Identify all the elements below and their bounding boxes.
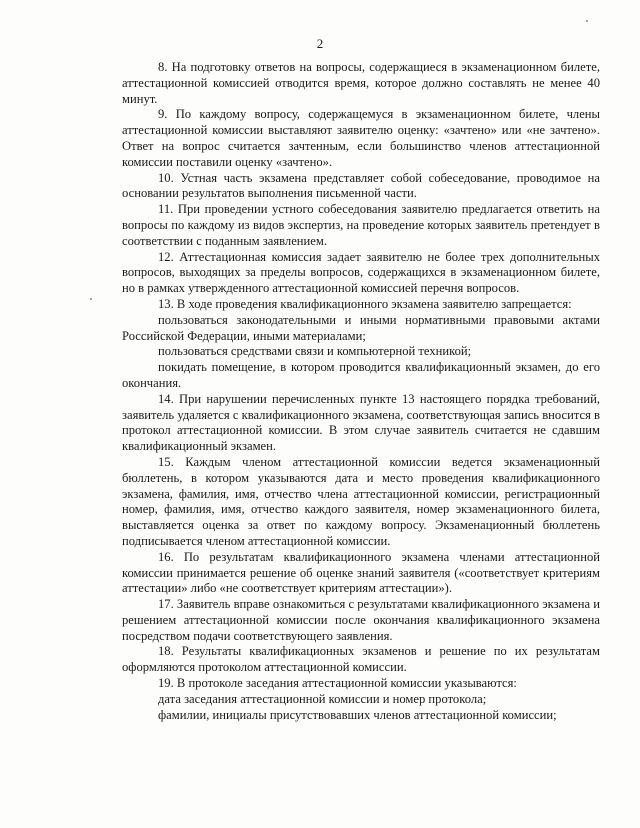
paragraph-10: 10. Устная часть экзамена представляет собой собеседование, проводимое на основании результатов выполнения письменной части.: [122, 170, 600, 201]
paragraph-13-item-1: пользоваться законодательными и иными нормативными правовыми актами Российской Федерации, иными материалами;: [122, 312, 600, 343]
paragraph-19-item-2: фамилии, инициалы присутствовавших членов аттестационной комиссии;: [158, 707, 557, 722]
paragraph-8: 8. На подготовку ответов на вопросы, содержащиеся в экзаменационном билете, аттестационной комиссией отводится время, которое должно составлять не менее 40 минут.: [122, 60, 600, 106]
paragraph-9: 9. По каждому вопросу, содержащемуся в экзаменационном билете, члены аттестационной комиссии выставляют заявителю оценку: «зачтено» или «не зачтено». Ответ на вопрос считается зачтенным, если большинство членов аттестационной комиссии поставили оценку «зачтено».: [122, 107, 600, 169]
paragraph-18: 18. Результаты квалификационных экзаменов и решение по их результатам оформляются протоколом аттестационной комиссии.: [122, 644, 600, 675]
paragraph-19: 19. В протоколе заседания аттестационной комиссии указываются:: [158, 676, 517, 691]
paragraph-15: 15. Каждым членом аттестационной комиссии ведется экзаменационный бюллетень, в котором указываются дата и место проведения квалификационного экзамена, фамилия, имя, отчество члена аттестационной комиссии, регистрационный номер, фамилия, имя, отчество каждого заявителя, номер экзаменационного билета, выставляется оценка за ответ по каждому вопросу. Экзаменационный бюллетень подписывается членом аттестационной комиссии.: [122, 454, 600, 548]
paragraph-17: 17. Заявитель вправе ознакомиться с результатами квалификационного экзамена и решением аттестационной комиссии после окончания квалификационного экзамена посредством подачи соответствующего заявления.: [122, 597, 600, 643]
scan-speck: [586, 20, 588, 22]
paragraph-19-item-1: дата заседания аттестационной комиссии и номер протокола;: [158, 691, 487, 706]
paragraph-13-item-3: покидать помещение, в котором проводится квалификационный экзамен, до его окончания.: [122, 360, 600, 390]
paragraph-16: 16. По результатам квалификационного экзамена членами аттестационной комиссии принимается решение об оценке знаний заявителя («соответствует критериям аттестации» либо «не соответствует критериям аттестации»).: [122, 549, 600, 596]
paragraph-12: 12. Аттестационная комиссия задает заявителю не более трех дополнительных вопросов, выходящих за пределы вопросов, содержащихся в экзаменационном билете, но в рамках утвержденного аттестационной комиссией перечня вопросов.: [122, 249, 600, 296]
paragraph-14: 14. При нарушении перечисленных пункте 13 настоящего порядка требований, заявитель удаляется с квалификационного экзамена, соответствующая запись вносится в протокол аттестационной комиссии. В этом случае заявитель считается не сдавшим квалификационный экзамен.: [122, 391, 600, 454]
page-number: 2: [316, 36, 324, 51]
paragraph-13-item-2: пользоваться средствами связи и компьютерной техникой;: [158, 344, 472, 359]
scan-speck: [90, 298, 92, 300]
document-body: [122, 60, 600, 723]
paragraph-13: 13. В ходе проведения квалификационного экзамена заявителю запрещается:: [158, 296, 572, 311]
paragraph-11: 11. При проведении устного собеседования заявителю предлагается ответить на вопросы по каждому из видов экспертиз, на проведение которых заявитель претендует в соответствии с поданным заявлением.: [122, 202, 600, 248]
